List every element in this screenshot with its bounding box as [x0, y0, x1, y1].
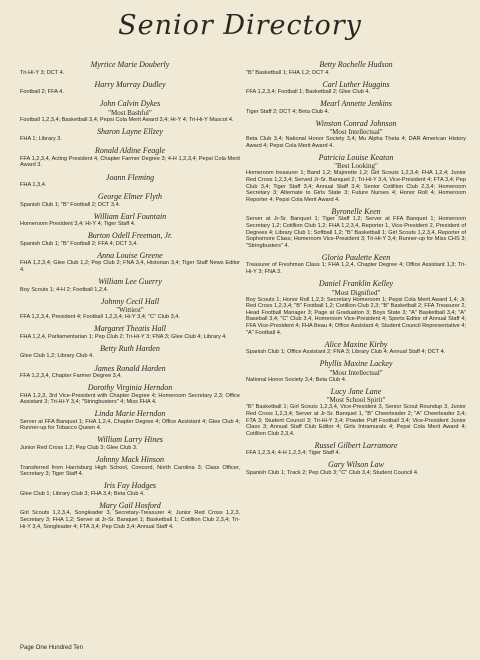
- senior-entry: [246, 253, 466, 276]
- senior-activities: "B" Basketball 1; Girl Scouts 1,2,3,4, Vice-President 3, Senior Scout Roundup 3, Junior Red Cross 1,2,3,4; Server at Jr-Sr. Banquet 1, "B" Cheerleader 2; "A" Cheerleader 3,4; FTA 3; Student Council 3; Tri-Hi-Y 3,4; Powder Puff Football 3,4; Vice-President Junior Class 3; Annual Staff Club Editor 4; Girls Intramurals 4; Pepsi Cola Merit Award 4; Cotillion Club 2,3,4.: [246, 404, 466, 437]
- senior-entry: [20, 481, 240, 497]
- senior-name: Johnny Cecil Hall: [100, 296, 160, 306]
- senior-activities: FHA 1,3,4.: [20, 182, 47, 189]
- senior-name: Daniel Franklin Kelley: [318, 279, 394, 289]
- senior-activities: FHA 1,2,3, 3rd Vice-President with Chapter Degree 4; Homeroom Secretary 2,3; Office Assistant 3; Tri-Hi-Y 3,4; "Stringbusters" 4; Miss FHA 4.: [20, 392, 240, 406]
- senior-activities: Football 2; FFA 4.: [20, 89, 64, 96]
- senior-entry: [246, 387, 466, 437]
- senior-activities: Spanish Club 1; "B" Football 2; DCT 3,4.: [20, 201, 121, 208]
- senior-name: John Calvin Dykes: [99, 99, 161, 109]
- senior-entry: [246, 279, 466, 336]
- senior-entry: [20, 231, 240, 247]
- senior-superlative: "Wittiest": [116, 306, 144, 315]
- right-column: [246, 60, 466, 480]
- senior-activities: Boy Scouts 1; 4-H 2; Football 1,2,4.: [20, 286, 109, 293]
- senior-activities: Homeroom treasurer 1; Band 1,2; Majorette 1,2; Girl Scouts 1,2,3,4; FHA 1,2,4; Junior Red Cross 1,2,3,4; Served Jr-Sr. Banquet 2; Tri-Hi-Y 3,4, Vice-President 4; FTA 3,4; Pep Club 3,4; Tiger Staff 3,4; Annual Staff 3,4; Senior Cotillion Club 2,3,4; Homeroom Secretary 3; Alternate to Girls State 3; Future Nurses 4; Honor Roll 4; Homeroom Reporter 4; Pepsi Cola Merit Award 4.: [246, 170, 466, 203]
- senior-entry: [20, 146, 240, 169]
- senior-entry: [20, 212, 240, 228]
- senior-activities: Junior Red Cross 1,2; Pep Club 3; Glee Club 3.: [20, 444, 138, 451]
- senior-activities: Tiger Staff 2; DCT 4; Beta Club 4.: [246, 108, 330, 115]
- senior-superlative: "Best Looking": [334, 162, 378, 171]
- senior-name: Linda Marie Herndon: [94, 409, 166, 419]
- senior-name: Betty Rochelle Hudson: [319, 60, 393, 69]
- senior-activities: FHA 1,2,4, Parliamentarian 1; Pep Club 2; Tri-Hi-Y 3; FNA 3; Glee Club 4; Library 4.: [20, 333, 227, 340]
- senior-name: Russel Gilbert Larramore: [314, 440, 398, 450]
- senior-name: Dorothy Virginia Herndon: [87, 383, 173, 393]
- senior-superlative: "Most Bashful": [108, 108, 152, 117]
- senior-name: Johnny Mack Hinson: [96, 455, 164, 465]
- senior-name: Ronald Aldine Feagle: [94, 146, 166, 156]
- senior-activities: Treasurer of Freshman Class 1; FHA 1,2,4, Chapter Degree 4; Office Assistant 1,3; Tri-Hi-Y 3; FNA 3.: [246, 262, 466, 275]
- senior-entry: [20, 324, 240, 340]
- senior-activities: FFA 1,2,3,4; Football 1; Basketball 2; Glee Club 4.: [246, 89, 371, 96]
- senior-name: Sharon Layne Ellzey: [97, 126, 163, 136]
- senior-name: Alice Maxine Kirby: [324, 339, 388, 349]
- senior-entry: [246, 119, 466, 150]
- senior-activities: National Honor Society 3,4; Beta Club 4.: [246, 376, 347, 383]
- senior-name: James Ronald Harden: [94, 363, 166, 373]
- senior-name: Patricia Louise Keaton: [318, 152, 394, 162]
- senior-activities: FHA 1; Library 3.: [20, 136, 62, 143]
- senior-name: Mearl Annette Jenkins: [320, 99, 392, 109]
- senior-entry: [20, 501, 240, 530]
- senior-entry: [20, 127, 240, 143]
- senior-activities: Glee Club 1,2; Library Club 4.: [20, 353, 94, 360]
- left-column: [20, 60, 240, 534]
- senior-name: Anna Louise Greene: [97, 250, 163, 260]
- senior-name: Myrtice Marie Douberly: [90, 60, 170, 69]
- page-footer: Page One Hundred Ten: [20, 645, 83, 651]
- senior-superlative: "Most School Spirit": [326, 396, 386, 405]
- senior-name: Lucy Jane Lane: [330, 386, 382, 396]
- senior-name: William Larry Hines: [97, 435, 163, 445]
- senior-activities: Girl Scouts 1,2,3,4, Songleader 3, Secretary-Treasurer 4; Junior Red Cross 1,2,3, Secretary 3; FHA 1,2; Server at Jr-Sr. Banquet 1; Basketball 1; Cotillion Club 2,3,4; Tri-Hi-Y 3,4, Songleader 4; FTA 3,4; Pep Club 3,4; Annual Staff 4.: [20, 510, 240, 530]
- senior-activities: FFA 1,2,3,4, Acting President 4, Chapter Farmer Degree 3; 4-H 1,2,3,4; Pepsi Cola Merit Award 3.: [20, 155, 240, 169]
- senior-entry: [20, 99, 240, 123]
- senior-superlative: "Most Intellectual": [329, 128, 383, 137]
- senior-name: Burton Odell Freeman, Jr.: [87, 231, 173, 241]
- senior-activities: Server at Jr-Sr. Banquet 1; Tiger Staff 1,2; Server at FFA Banquet 1; Homeroom Secretary 1,2; Cotillion Club 1,2; FHA 1,2,3,4, Reporter 1, Vice-President 2, President of Degrees 4; Library Club 1; Softball 1,2; "B" Basketball 1; Girl Scouts 1,2,3,4, Reporter of Sophomore Class; Homeroom Vice-President 3; Tri-Hi-Y 3,4; Runner-up for Miss CHS 3; "Stringbusters" 4.: [246, 216, 466, 249]
- senior-name: Byronelle Keen: [331, 206, 381, 216]
- senior-name: Carl Luther Huggins: [322, 79, 390, 89]
- senior-entry: [20, 364, 240, 380]
- senior-entry: [20, 251, 240, 274]
- senior-activities: Spanish Club 1; Track 2; Pep Club 3; "C" Club 3,4; Student Council 4.: [246, 469, 419, 476]
- senior-name: Joann Fleming: [105, 172, 155, 182]
- senior-entry: [20, 297, 240, 321]
- senior-name: Iris Fay Hodges: [104, 481, 156, 491]
- senior-name: William Lee Guerry: [98, 277, 162, 287]
- senior-entry: [246, 207, 466, 249]
- senior-name: Winston Conrad Johnson: [315, 118, 397, 128]
- senior-entry: [20, 344, 240, 360]
- senior-activities: Spanish Club 1; Office Assistant 2; FNA 3; Library Club 4; Annual Staff 4; DCT 4.: [246, 349, 446, 356]
- senior-entry: [20, 455, 240, 478]
- senior-entry: [20, 192, 240, 208]
- senior-entry: [20, 409, 240, 432]
- senior-entry: [20, 60, 240, 76]
- senior-activities: Boy Scouts 1; Honor Roll 1,2,3; Secretary Homeroom 1; Pepsi Cola Merit Award 1,4; Jr. Red Cross 1,2,3,4; "B" Football 1,2; Cotillion Club 2,3; "B" Basketball 2; FFA Treasurer 2, Head Football Manager 3; Page at Graduation 3; Boys State 3; "A" Basketball 3,4; "A" Baseball 3,4; "C" Club 3,4, Homeroom Vice-President 4; Sports Editor of Annual Staff 4; FFA Vice-President 4; FHA Beau 4; Office Assistant 4; Student Council Representative 4; "A" Football 4.: [246, 296, 466, 336]
- senior-entry: [20, 80, 240, 96]
- senior-activities: FHA 1,2,3,4; Glee Club 1,2; Pep Club 2; FNA 3,4, Historian 3,4; Tiger Staff News Editor 4.: [20, 260, 240, 274]
- senior-entry: [246, 441, 466, 457]
- senior-name: Betty Ruth Harden: [100, 343, 160, 353]
- senior-name: Margaret Theatis Hall: [94, 324, 166, 334]
- senior-activities: FFA 1,2,3,4, President 4; Football 1,2,3,4; Hi-Y 3,4; "C" Club 3,4.: [20, 314, 180, 321]
- senior-superlative: "Most Dignified": [331, 288, 381, 297]
- senior-activities: Beta Club 3,4; National Honor Society 3,4; Mu Alpha Theta 4; DAR American History Award 4; Pepsi Cola Merit Award 4.: [246, 136, 466, 149]
- senior-name: Gary Wilson Law: [327, 460, 384, 470]
- senior-activities: Server at FFA Banquet 1; FHA 1,2,4, Chapter Degree 4; Office Assistant 4; Glee Club 4; Runner-up for Tobacco Queen 4.: [20, 418, 240, 432]
- senior-entry: [246, 99, 466, 115]
- senior-entry: [20, 277, 240, 293]
- senior-name: William Earl Fountain: [93, 211, 167, 221]
- senior-entry: [246, 60, 466, 76]
- senior-activities: Glee Club 1; Library Club 3; FHA 3,4; Beta Club 4.: [20, 490, 145, 497]
- senior-entry: [246, 460, 466, 476]
- senior-name: Phyllis Maxine Lackey: [319, 359, 393, 369]
- senior-activities: "B" Basketball 1; FHA 1,2; DCT 4.: [246, 69, 330, 76]
- senior-activities: FFA 1,2,3,4, Chapter Farmer Degree 3,4.: [20, 373, 122, 379]
- senior-entry: [20, 383, 240, 406]
- senior-activities: FFA 1,2,3,4; 4-H 1,2,3,4; Tiger Staff 4.: [246, 450, 341, 457]
- senior-name: George Elmer Flyth: [97, 192, 163, 202]
- senior-name: Harry Murray Dudley: [94, 79, 166, 89]
- senior-name: Gloria Paulette Keen: [321, 252, 391, 262]
- senior-entry: [20, 173, 240, 189]
- senior-entry: [246, 80, 466, 96]
- senior-entry: [246, 340, 466, 356]
- senior-activities: Homeroom President 3,4; Hi-Y 4; Tiger Staff 4.: [20, 221, 136, 228]
- senior-entry: [20, 435, 240, 451]
- senior-activities: Football 1,2,3,4; Basketball 3,4; Pepsi Cola Merit Award 3,4; Hi-Y 4; Tri-Hi-Y Mascot 4.: [20, 116, 234, 123]
- senior-activities: Tri-Hi-Y 3; DCT 4.: [20, 69, 65, 76]
- senior-activities: Spanish Club 1; "B" Football 2; FFA 4; DCT 3,4.: [20, 240, 138, 247]
- page-title: Senior Directory: [118, 10, 362, 41]
- senior-entry: [246, 153, 466, 203]
- senior-entry: [246, 359, 466, 383]
- senior-superlative: "Most Intellectual": [329, 368, 383, 377]
- senior-activities: Transferred from Harrisburg High School, Concord, North Carolina 3; Class Officer, Secretary 3; Tiger Staff 4.: [20, 464, 240, 478]
- senior-name: Mary Gail Hosford: [99, 500, 161, 510]
